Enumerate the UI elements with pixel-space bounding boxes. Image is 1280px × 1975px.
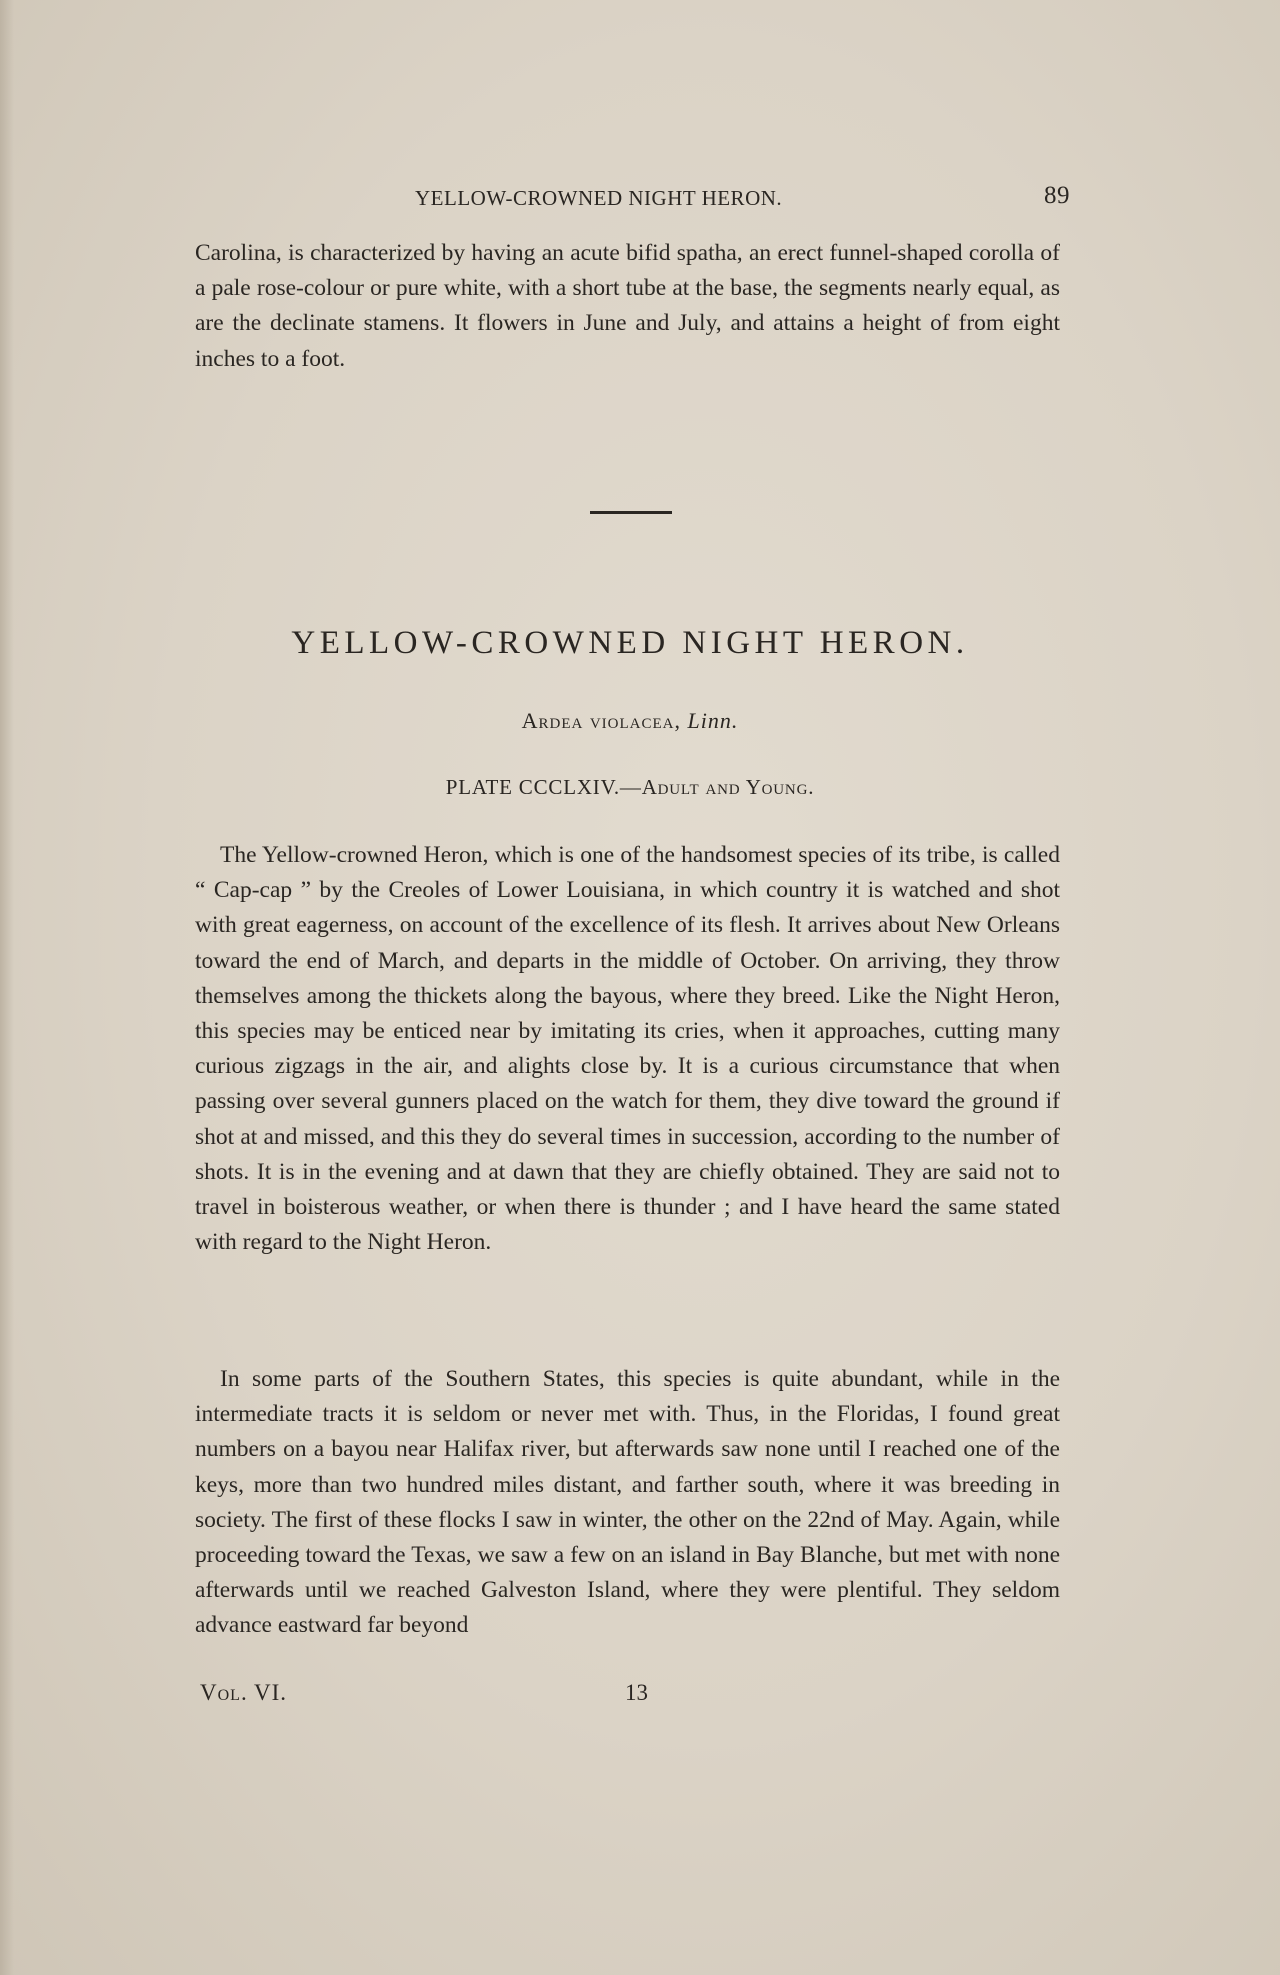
page-footer [200, 1680, 700, 1710]
article-title: YELLOW-CROWNED NIGHT HERON. [291, 625, 969, 661]
latin-binomial: Ardea violacea, [521, 708, 682, 733]
body-paragraph: In some parts of the Southern States, this species is quite abundant, while in the intermediate tracts it is seldom or never met with. Thus, in the Floridas, I found great numbers on a bayou near Halifax river, but afterwards saw none until I reached one of the keys, more than two hundred miles distant, and farther south, where it was breeding in society. The first of these flocks I saw in winter, the other on the 22nd of May. Again, while proceeding toward the Texas, we saw a few on an island in Bay Blanche, but met with none afterwards until we reached Galveston Island, where they were plentiful. They seldom advance eastward far beyond [195, 1366, 1060, 1639]
page-gutter-shadow [0, 0, 14, 1975]
body-paragraph: The Yellow-crowned Heron, which is one of the handsomest species of its tribe, is called “ Cap-cap ” by the Creoles of Lower Louisiana, in which country it is watched and shot with great eagerness, on account of the excellence of its flesh. It arrives about New Orleans toward the end of March, and departs in the middle of October. On arriving, they throw themselves among the thickets along the bayous, where they breed. Like the Night Heron, this species may be enticed near by imitating its cries, when it approaches, cutting many curious zigzags in the air, and alights close by. It is a curious circumstance that when passing over several gunners placed on the watch for them, they dive toward the ground if shot at and missed, and this they do several times in succession, according to the number of shots. It is in the evening and at dawn that they are chiefly obtained. They are said not to travel in boisterous weather, or when there is thunder ; and I have heard the same stated with regard to the Night Heron. [195, 842, 1060, 1256]
section-divider-rule [590, 511, 672, 514]
plate-caption [195, 775, 1065, 800]
signature-mark: 13 [625, 1680, 648, 1705]
latin-name [195, 708, 1065, 734]
continuation-paragraph: Carolina, is characterized by having an acute bifid spatha, an erect funnel-shaped corolla of a pale rose-colour or pure white, with a short tube at the base, the segments nearly equal, as are the declinate stamens. It flowers in June and July, and attains a height of from eight inches to a foot. [195, 240, 1060, 372]
page-number: 89 [1044, 182, 1070, 209]
plate-subtitle: Adult and Young. [641, 775, 815, 799]
volume-label: Vol. VI. [200, 1680, 288, 1705]
latin-authority: Linn. [687, 708, 739, 733]
plate-number: PLATE CCCLXIV.— [445, 775, 642, 799]
running-head [195, 182, 1070, 216]
running-head-title: YELLOW-CROWNED NIGHT HERON. [415, 186, 783, 210]
